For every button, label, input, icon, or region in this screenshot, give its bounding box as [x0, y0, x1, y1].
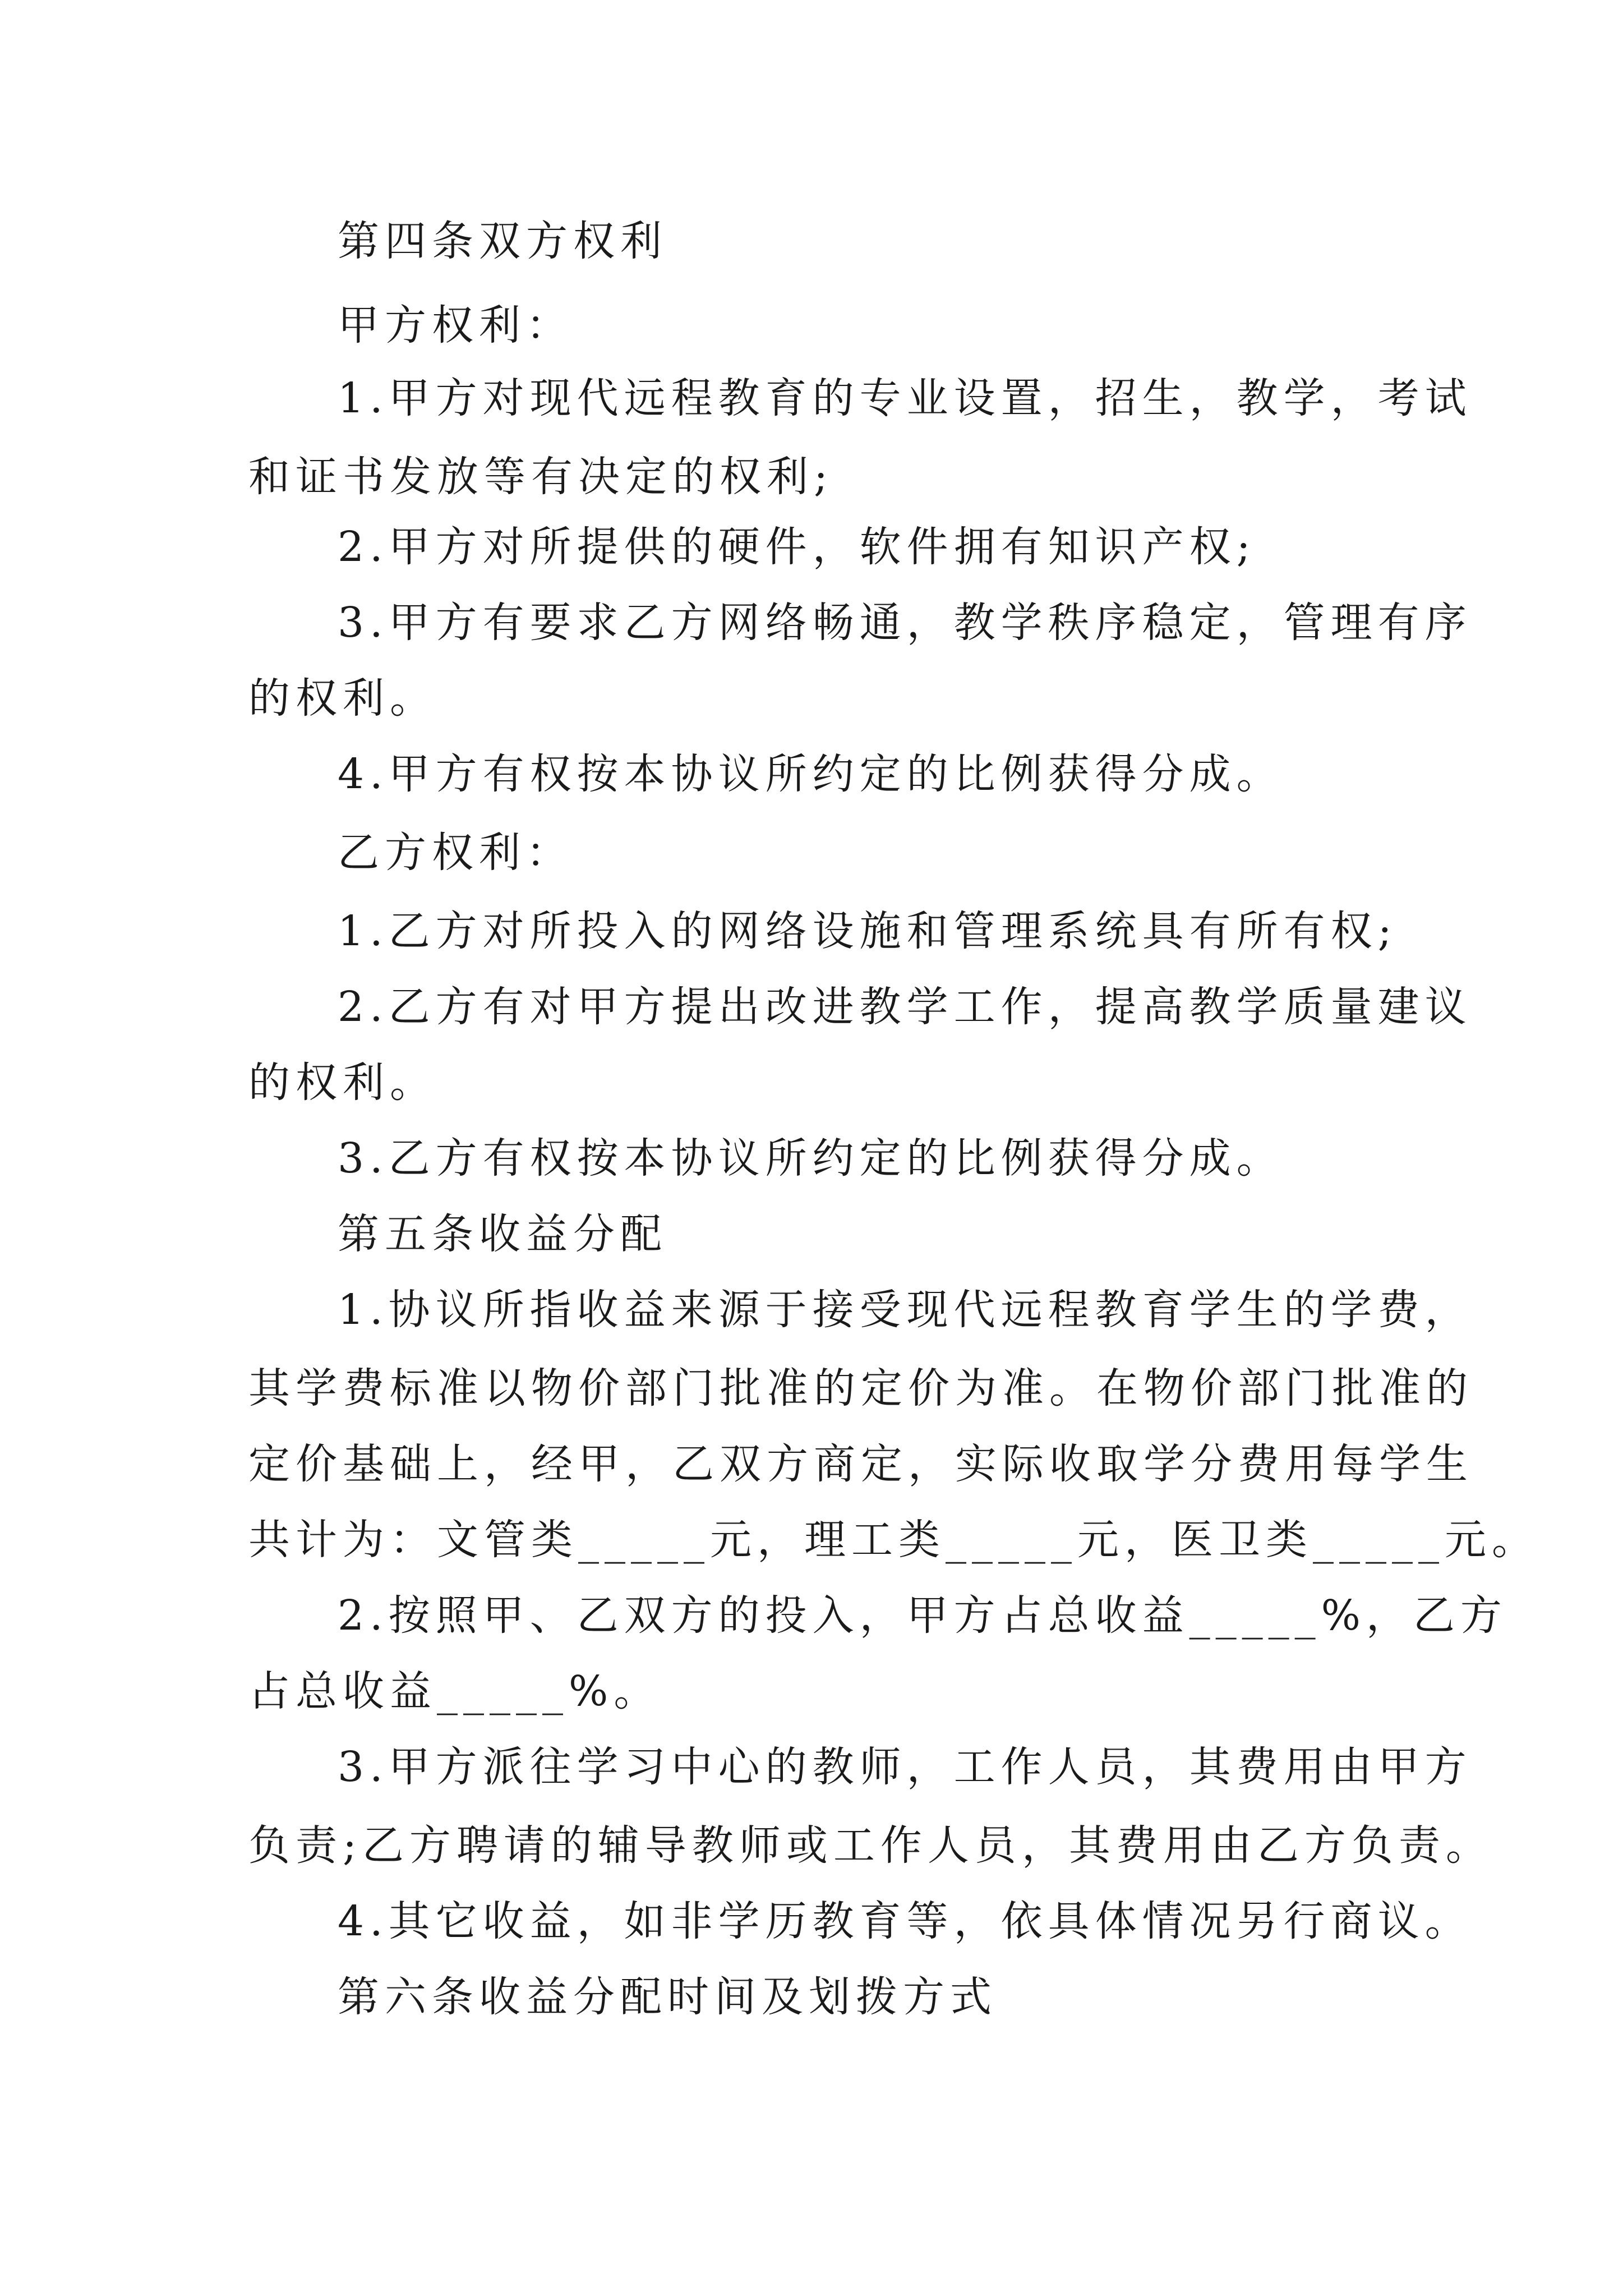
- paragraph-line: 共计为：文管类_____元，理工类_____元，医卫类_____元。: [248, 1516, 1539, 1564]
- paragraph-line: 其学费标准以物价部门批准的定价为准。在物价部门批准的: [248, 1364, 1473, 1412]
- paragraph-line: 3.甲方派往学习中心的教师，工作人员，其费用由甲方: [338, 1743, 1472, 1791]
- paragraph-line: 3.乙方有权按本协议所约定的比例获得分成。: [338, 1134, 1284, 1182]
- paragraph-line: 的权利。: [248, 674, 437, 723]
- paragraph-line: 4.甲方有权按本协议所约定的比例获得分成。: [338, 750, 1284, 798]
- heading-article-4: 第四条双方权利: [338, 217, 667, 265]
- paragraph-line: 定价基础上，经甲，乙双方商定，实际收取学分费用每学生: [248, 1440, 1473, 1488]
- paragraph-line: 2.乙方有对甲方提出改进教学工作，提高教学质量建议: [338, 983, 1472, 1031]
- heading-article-6: 第六条收益分配时间及划拨方式: [338, 1973, 997, 2021]
- paragraph-line: 1.乙方对所投入的网络设施和管理系统具有所有权;: [338, 907, 1398, 955]
- paragraph-line: 3.甲方有要求乙方网络畅通，教学秩序稳定，管理有序: [338, 599, 1472, 647]
- paragraph-line: 的权利。: [248, 1059, 437, 1107]
- paragraph-line: 和证书发放等有决定的权利;: [248, 453, 833, 501]
- paragraph-line: 4.其它收益，如非学历教育等，依具体情况另行商议。: [338, 1897, 1472, 1945]
- paragraph-line: 2.按照甲、乙双方的投入，甲方占总收益_____%，乙方: [338, 1591, 1507, 1640]
- paragraph-line: 2.甲方对所提供的硬件，软件拥有知识产权;: [338, 523, 1256, 571]
- paragraph-line: 1.协议所指收益来源于接受现代远程教育学生的学费，: [338, 1286, 1472, 1334]
- paragraph-line: 负责;乙方聘请的辅导教师或工作人员，其费用由乙方负责。: [248, 1821, 1493, 1870]
- heading-article-5: 第五条收益分配: [338, 1210, 667, 1258]
- paragraph-line: 占总收益_____%。: [248, 1667, 661, 1715]
- subheading-party-a-rights: 甲方权利：: [338, 301, 573, 349]
- paragraph-line: 1.甲方对现代远程教育的专业设置，招生，教学，考试: [338, 374, 1472, 422]
- subheading-party-b-rights: 乙方权利：: [338, 829, 573, 877]
